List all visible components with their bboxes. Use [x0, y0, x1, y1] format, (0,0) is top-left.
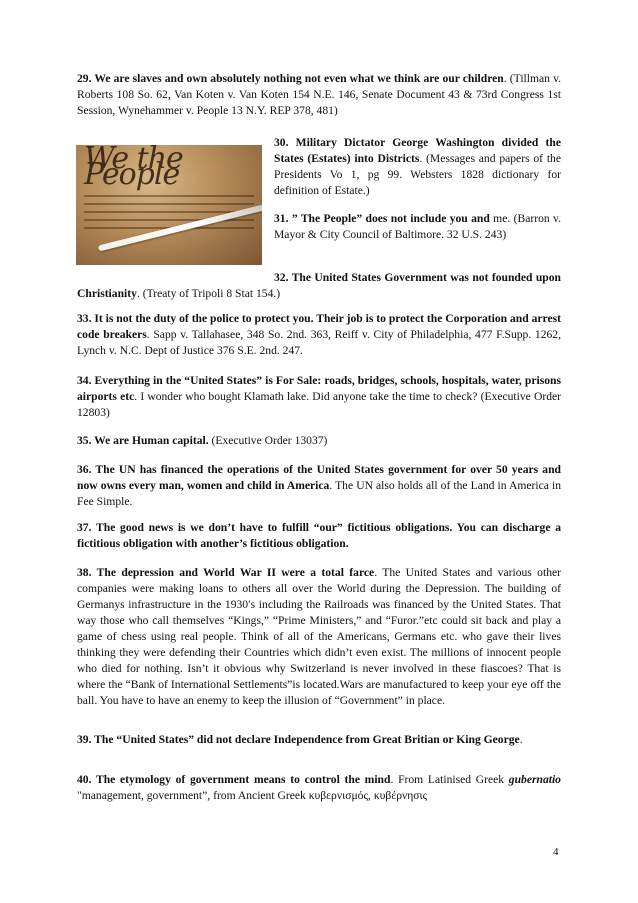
- item-35: [77, 433, 561, 449]
- item-30: [274, 135, 561, 199]
- item-39-text: .: [519, 733, 523, 746]
- item-38-text: . The United States and various other companies were making loans to others all over the World during the Depression. The building of Germanys infrastructure in the 1930′s including the Railroads was financed by the United States. That way those who call themselves “Kings,” “Prime Ministers,” and “Furor.”etc could sit back and play a game of chess using real people. Think of all of the Americans, Germans etc. who gave their lives thinking they were defending their Countries which didn’t even exist. The millions of innocent people who died for nothing. Isn’t it obvious why Switzerland is never involved in these fiascoes? That is where the “Bank of International Settlements”is located.Wars are manufactured to keep your eye off the ball. You have to have an enemy to keep the illusion of “Government” in place.: [77, 566, 561, 707]
- item-30-text: . (Messages and papers of the Presidents Vo 1, pg 99. Websters 1828 dictionary for definition of Estate.): [274, 152, 561, 197]
- item-33: [77, 311, 561, 359]
- item-36-text: . The UN also holds all of the Land in America in Fee Simple.: [77, 479, 561, 508]
- item-34-text: . I wonder who bought Klamath lake. Did anyone take the time to check? (Executive Order 12803): [77, 390, 561, 419]
- item-29-text: . (Tillman v. Roberts 108 So. 62, Van Koten v. Van Koten 154 N.E. 146, Senate Document 43 & 73rd Congress 1st Session, Wynehammer v. People 13 N.Y. REP 378, 481): [77, 72, 562, 117]
- item-36: [77, 462, 561, 510]
- item-40-text-a: . From Latinised Greek: [390, 773, 509, 786]
- item-40-latin-term: gubernatio: [508, 773, 561, 786]
- we-the-people-photo: [76, 145, 262, 265]
- item-37: [77, 520, 561, 552]
- item-29-heading: 29. We are slaves and own absolutely nothing not even what we think are our children: [77, 72, 504, 85]
- item-31-heading: 31. ” The People” does not include you and: [274, 212, 490, 225]
- item-39-heading: 39. The “United States” did not declare Independence from Great Britian or King George: [77, 733, 520, 746]
- item-36-heading: 36. The UN has financed the operations of the United States government for over 50 years and now owns every man, women and child in America: [77, 463, 561, 492]
- item-31-text: me. (Barron v. Mayor & City Council of Baltimore. 32 U.S. 243): [274, 212, 561, 241]
- item-38: [77, 565, 561, 709]
- item-35-heading: 35. We are Human capital.: [77, 434, 209, 447]
- page-number: 4: [553, 846, 559, 858]
- item-31: [274, 211, 561, 243]
- item-33-heading: 33. It is not the duty of the police to protect you. Their job is to protect the Corporation and arrest code breakers: [77, 312, 561, 341]
- item-30-heading: 30. Military Dictator George Washington divided the States (Estates) into Districts: [274, 136, 561, 165]
- item-37-text: You can discharge a fictitious obligation with another’s fictitious obligation.: [77, 521, 561, 550]
- item-32: [77, 270, 561, 302]
- item-32-heading: 32. The United States Government was not founded upon Christianity: [77, 271, 561, 300]
- item-34: [77, 373, 561, 421]
- photo-script-text: We the People: [84, 145, 183, 192]
- item-35-text: (Executive Order 13037): [208, 434, 328, 447]
- item-39: [77, 732, 561, 748]
- item-40-text-b: "management, government”, from Ancient Greek κυβερνισμός, κυβέρνησις: [77, 789, 428, 802]
- item-40: [77, 772, 561, 804]
- item-37-heading: 37. The good news is we don’t have to fulfill “our” fictitious obligations.: [77, 521, 453, 534]
- item-33-text: . Sapp v. Tallahasee, 348 So. 2nd. 363, Reiff v. City of Philadelphia, 477 F.Supp. 1262, Lynch v. N.C. Dept of Justice 376 S.E. 2nd. 247.: [77, 328, 561, 357]
- item-34-heading: 34. Everything in the “United States” is For Sale: roads, bridges, schools, hospitals, water, prisons airports etc: [77, 374, 561, 403]
- item-29: [77, 71, 561, 119]
- item-32-text: . (Treaty of Tripoli 8 Stat 154.): [136, 287, 281, 300]
- item-40-heading: 40. The etymology of government means to control the mind: [77, 773, 391, 786]
- item-38-heading: 38. The depression and World War II were a total farce: [77, 566, 375, 579]
